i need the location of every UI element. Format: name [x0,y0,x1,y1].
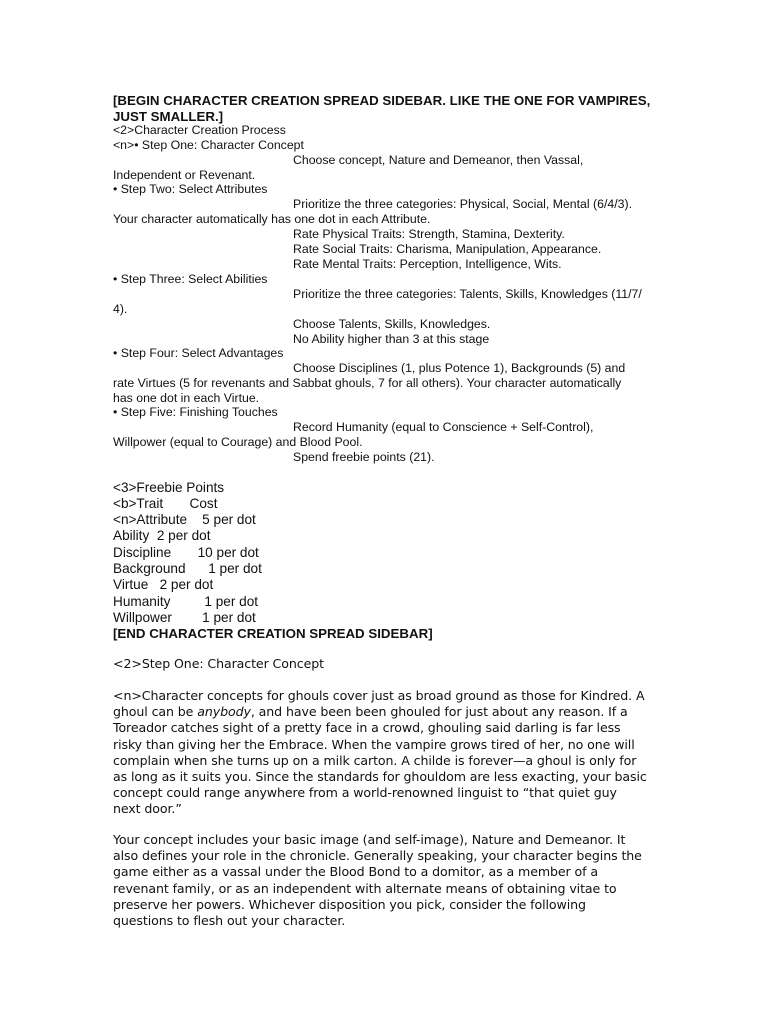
step-two-text-cont: Your character automatically has one dot in each Attribute. [113,212,431,226]
step-five-spend: Spend freebie points (21). [293,450,435,464]
step-one-label: <n>• Step One: Character Concept [113,138,304,152]
sidebar-heading: [BEGIN CHARACTER CREATION SPREAD SIDEBAR. LIKE THE ONE FOR VAMPIRES, JUST SMALLER.] [113,93,651,124]
step-three-choose: Choose Talents, Skills, Knowledges. [293,317,491,331]
step-three-label: • Step Three: Select Abilities [113,272,268,286]
body-paragraph-2: Your concept includes your basic image (and self-image), Nature and Demeanor. It also defines your role in the chronicle. Generally speaking, your character begins the game either as a vassal under the Blood Bond to a domitor, as a member of a revenant family, or as an independent with alternate means of obtaining vitae to preserve her powers. Whichever disposition you pick, consider the following questions to flesh out your character. [113,832,642,929]
freebie-header: <b>Trait Cost [113,496,218,511]
step-five-text-cont: Willpower (equal to Courage) and Blood Pool. [113,435,363,449]
step-two-label: • Step Two: Select Attributes [113,182,268,196]
sidebar-end-marker: [END CHARACTER CREATION SPREAD SIDEBAR] [113,626,433,641]
step-two-physical: Rate Physical Traits: Strength, Stamina, Dexterity. [293,227,565,241]
step-five-label: • Step Five: Finishing Touches [113,405,278,419]
step-one-text-cont: Independent or Revenant. [113,168,256,182]
step-two-social: Rate Social Traits: Charisma, Manipulation, Appearance. [293,242,602,256]
step-three-text-cont: 4). [113,302,128,316]
step-one-text: Choose concept, Nature and Demeanor, then Vassal, [293,153,584,167]
freebie-row: Discipline 10 per dot [113,545,259,560]
step-three-limit: No Ability higher than 3 at this stage [293,332,490,346]
freebie-title: <3>Freebie Points [113,480,225,495]
step-five-text: Record Humanity (equal to Conscience + Self-Control), [293,420,594,434]
step-two-mental: Rate Mental Traits: Perception, Intelligence, Wits. [293,257,562,271]
step-four-text-cont: rate Virtues (5 for revenants and Sabbat ghouls, 7 for all others). Your character automatically [113,376,622,390]
freebie-row: Willpower 1 per dot [113,610,256,625]
step-two-text: Prioritize the three categories: Physical, Social, Mental (6/4/3). [293,197,632,211]
freebie-row: <n>Attribute 5 per dot [113,512,256,527]
freebie-row: Background 1 per dot [113,561,262,576]
section-heading: <2>Step One: Character Concept [113,656,324,671]
step-four-text-end: has one dot in each Virtue. [113,391,260,405]
emphasis-anybody: anybody [197,704,251,720]
step-four-text: Choose Disciplines (1, plus Potence 1), Backgrounds (5) and [293,361,626,375]
freebie-row: Ability 2 per dot [113,528,211,543]
step-three-text: Prioritize the three categories: Talents, Skills, Knowledges (11/7/ [293,287,642,301]
process-title: <2>Character Creation Process [113,123,286,137]
freebie-row: Virtue 2 per dot [113,577,214,592]
step-four-label: • Step Four: Select Advantages [113,346,284,360]
freebie-row: Humanity 1 per dot [113,594,259,609]
body-paragraph-1: <n>Character concepts for ghouls cover just as broad ground as those for Kindred. A ghoul can be anybody, and have been been ghouled for just about any reason. If a Toreador catches sight of a pretty face in a crowd, ghouling said darling is far less risky than giving her the Embrace. When the vampire grows tired of her, no one will complain when she turns up on a milk carton. A childe is forever—a ghoul is only for as long as it suits you. Since the standards for ghouldom are less exacting, your basic concept could range anywhere from a world-renowned linguist to “that quiet guy next door.” [113,688,647,817]
